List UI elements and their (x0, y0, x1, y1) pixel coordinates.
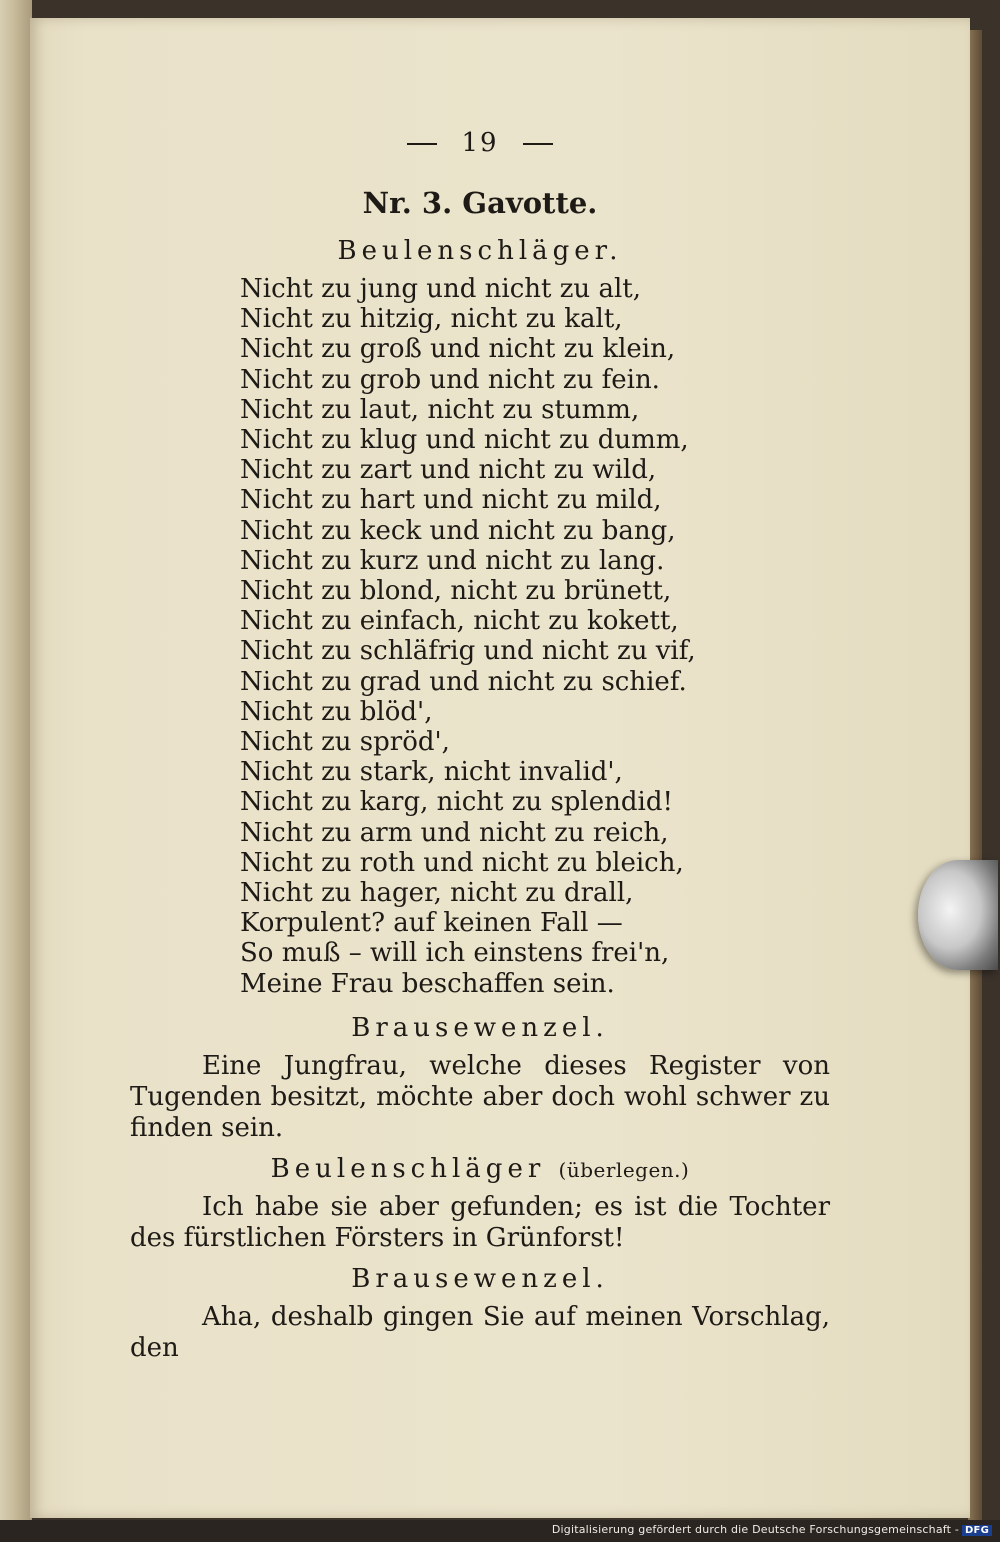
speaker-name: Beulenschläger (270, 1153, 546, 1184)
stage-direction: (überlegen.) (558, 1157, 690, 1182)
dialogue-paragraph: Aha, deshalb gingen Sie auf meinen Vorschlag, den (130, 1301, 830, 1363)
verse-line: Nicht zu zart und nicht zu wild, (240, 455, 657, 486)
verse-line: Nicht zu keck und nicht zu bang, (240, 515, 676, 546)
page-clip (918, 860, 998, 970)
digitization-credit (552, 1523, 992, 1536)
verse-line: Nicht zu arm und nicht zu reich, (240, 817, 669, 848)
facing-page-edge (0, 0, 32, 1520)
verse-line: Nicht zu stark, nicht invalid', (240, 757, 623, 788)
header-dash-right (523, 143, 553, 145)
verse-line: Nicht zu groß und nicht zu klein, (240, 334, 676, 365)
verse-line: Nicht zu jung und nicht zu alt, (240, 274, 641, 304)
verse-line: Korpulent? auf keinen Fall — (240, 908, 623, 939)
page-number: 19 (461, 128, 499, 158)
verse-line: Meine Frau beschaffen sein. (240, 968, 615, 999)
verse-line: Nicht zu klug und nicht zu dumm, (240, 425, 689, 456)
speaker-name: Brausewenzel. (351, 1263, 609, 1294)
verse-line: Nicht zu blond, nicht zu brünett, (240, 576, 672, 607)
header-dash-left (407, 143, 437, 145)
verse-line: Nicht zu grad und nicht zu schief. (240, 666, 687, 697)
dialogue-paragraph: Ich habe sie aber gefunden; es ist die Tochter des fürstlichen Försters in Grünforst! (130, 1191, 830, 1253)
page-content (130, 128, 830, 1374)
verse-line: Nicht zu kurz und nicht zu lang. (240, 545, 665, 576)
speaker-name: Beulenschläger. (337, 236, 623, 266)
verse-line: Nicht zu hager, nicht zu drall, (240, 878, 634, 909)
credit-text: Digitalisierung gefördert durch die Deutsche Forschungsgemeinschaft - (551, 1523, 960, 1536)
verse-line: Nicht zu schläfrig und nicht zu vif, (240, 636, 696, 667)
speaker-name: Brausewenzel. (351, 1012, 609, 1043)
dialogue-paragraph: Eine Jungfrau, welche dieses Register von Tugenden besitzt, möchte aber doch wohl schwer zu finden sein. (130, 1050, 830, 1143)
verse-line: Nicht zu hitzig, nicht zu kalt, (240, 304, 623, 335)
speaker-line (130, 1154, 830, 1184)
verse-line: Nicht zu roth und nicht zu bleich, (240, 847, 684, 878)
verse-line: Nicht zu spröd', (240, 727, 450, 758)
page-header (130, 128, 830, 158)
book-cover-edge (968, 30, 982, 1520)
dfg-logo: DFG (962, 1525, 992, 1536)
verse-line: Nicht zu einfach, nicht zu kokett, (240, 606, 679, 637)
verse-line: Nicht zu hart und nicht zu mild, (240, 485, 662, 516)
verse-line: Nicht zu karg, nicht zu splendid! (240, 787, 673, 818)
verse-line: Nicht zu blöd', (240, 696, 433, 727)
verse-line: Nicht zu laut, nicht zu stumm, (240, 394, 640, 425)
section-title: Nr. 3. Gavotte. (362, 186, 598, 220)
verse-line: So muß – will ich einstens frei'n, (240, 938, 670, 969)
verse-line: Nicht zu grob und nicht zu fein. (240, 364, 660, 395)
verse-block (240, 274, 830, 999)
